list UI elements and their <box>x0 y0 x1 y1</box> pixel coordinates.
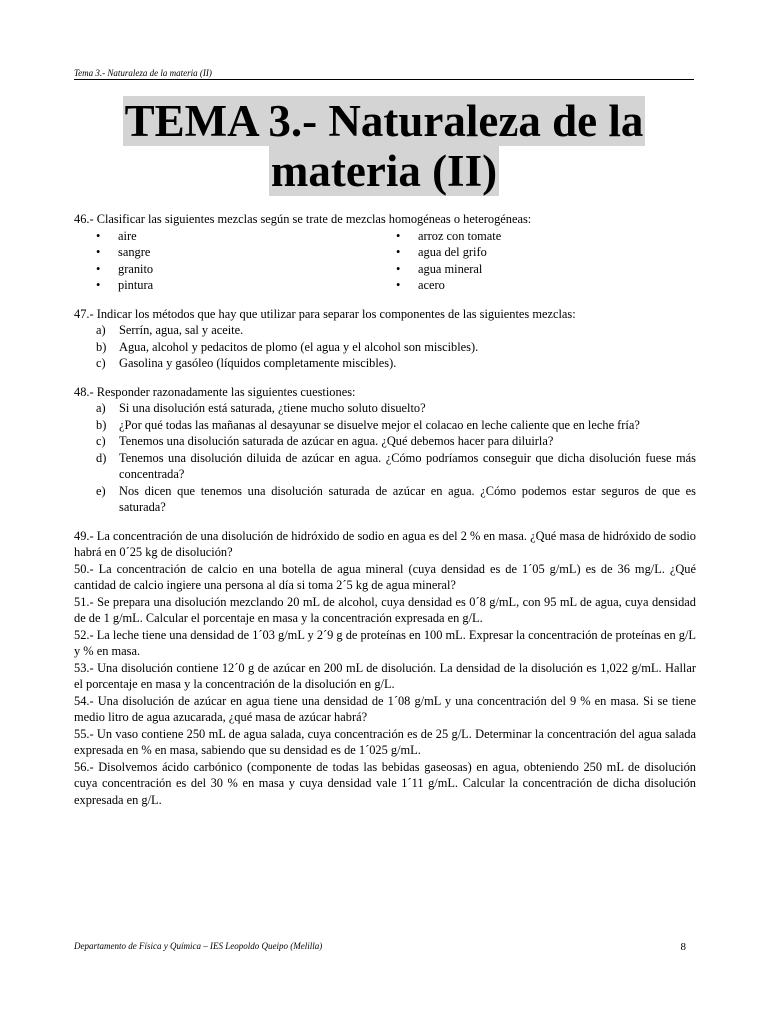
bullet-column-left <box>96 228 396 294</box>
exercise-46-statement: 46.- Clasificar las siguientes mezclas según se trate de mezclas homogéneas o heterogéneas: <box>74 212 532 226</box>
exercise-48 <box>74 384 696 516</box>
list-item: a) Serrín, agua, sal y aceite. <box>96 323 244 337</box>
exercise-46 <box>74 211 696 294</box>
exercise-48-items <box>74 400 696 516</box>
bullet-column-right <box>396 228 696 294</box>
list-item: • granito <box>96 261 154 276</box>
list-item: • acero <box>396 278 445 292</box>
list-item: b) Agua, alcohol y pedacitos de plomo (el agua y el alcohol son miscibles). <box>96 339 479 354</box>
exercise-47-statement: 47.- Indicar los métodos que hay que utilizar para separar los componentes de las siguientes mezclas: <box>74 306 576 321</box>
exercise-47 <box>74 306 696 372</box>
list-item: e) Nos dicen que tenemos una disolución saturada de azúcar en agua. ¿Cómo podemos estar seguros de que es saturada? <box>96 483 696 514</box>
running-header: Tema 3.- Naturaleza de la materia (II) <box>74 68 694 80</box>
exercise-47-items <box>74 322 696 372</box>
list-item: c) Tenemos una disolución saturada de azúcar en agua. ¿Qué debemos hacer para diluirla? <box>96 434 554 448</box>
bullet-icon: • <box>96 228 101 243</box>
bullet-icon: • <box>396 278 401 292</box>
exercise-56: 56.- Disolvemos ácido carbónico (componente de todas las bebidas gaseosas) en agua, obteniendo 250 mL de disolución cuya concentración es del 30 % en masa y cuya densidad vale 1´11 g/mL. Calcular la concentración de dicha disolución expresada en g/L. <box>74 759 696 807</box>
list-item: d) Tenemos una disolución diluida de azúcar en agua. ¿Cómo podríamos conseguir que dicha disolución fuese más concentrada? <box>96 450 696 481</box>
list-item: • sangre <box>96 245 151 259</box>
bullet-icon: • <box>96 278 101 292</box>
title-block <box>74 96 694 196</box>
list-item: • arroz con tomate <box>396 228 502 243</box>
bullet-icon: • <box>396 245 401 259</box>
exercise-50: 50.- La concentración de calcio en una botella de agua mineral (cuya densidad es de 1´05 g/mL) es de 36 mg/L. ¿Qué cantidad de calcio ingiere una persona al día si toma 2´5 kg de agua mineral? <box>74 561 696 592</box>
bullet-icon: • <box>396 228 401 243</box>
page-number: 8 <box>680 941 686 953</box>
list-item: • agua del grifo <box>396 245 487 259</box>
exercise-list <box>74 211 696 808</box>
exercise-55: 55.- Un vaso contiene 250 mL de agua salada, cuya concentración es de 25 g/L. Determinar la concentración del agua salada expresada en % en masa, sabiendo que su densidad es de 1´025 g/mL. <box>74 726 696 757</box>
mixture-bullets <box>74 228 696 294</box>
list-item: • agua mineral <box>396 261 483 276</box>
exercise-51: 51.- Se prepara una disolución mezclando 20 mL de alcohol, cuya densidad es 0´8 g/mL, con 95 mL de agua, cuya densidad de de 1 g/mL. Calcular el porcentaje en masa y la concentración expresada en g/L. <box>74 594 696 625</box>
list-item: b) ¿Por qué todas las mañanas al desayunar se disuelve mejor el colacao en leche caliente que en leche fría? <box>96 417 640 432</box>
list-item: c) Gasolina y gasóleo (líquidos completamente miscibles). <box>96 356 397 370</box>
bullet-icon: • <box>96 261 101 276</box>
bullet-icon: • <box>96 245 101 259</box>
list-item: • pintura <box>96 278 154 292</box>
exercise-49: 49.- La concentración de una disolución de hidróxido de sodio en agua es del 2 % en masa. ¿Qué masa de hidróxido de sodio habrá en 0´25 kg de disolución? <box>74 528 696 559</box>
bullet-icon: • <box>396 261 401 276</box>
exercise-53: 53.- Una disolución contiene 12´0 g de azúcar en 200 mL de disolución. La densidad de la disolución es 1,022 g/mL. Hallar el porcentaje en masa y la concentración de la disolución en g/L. <box>74 660 696 691</box>
page-title: TEMA 3.- Naturaleza de la materia (II) <box>124 96 644 196</box>
footer-department: Departamento de Física y Química – IES Leopoldo Queipo (Melilla) <box>74 941 323 951</box>
exercise-48-statement: 48.- Responder razonadamente las siguientes cuestiones: <box>74 384 356 399</box>
list-item: • aire <box>96 228 137 243</box>
exercise-54: 54.- Una disolución de azúcar en agua tiene una densidad de 1´08 g/mL y una concentración del 9 % en masa. Si se tiene medio litro de agua azucarada, ¿qué masa de azúcar habrá? <box>74 693 696 724</box>
page-footer <box>74 941 686 953</box>
exercise-52: 52.- La leche tiene una densidad de 1´03 g/mL y 2´9 g de proteínas en 100 mL. Expresar la concentración de proteínas en g/L y % en masa. <box>74 627 696 658</box>
list-item: a) Si una disolución está saturada, ¿tiene mucho soluto disuelto? <box>96 401 426 415</box>
